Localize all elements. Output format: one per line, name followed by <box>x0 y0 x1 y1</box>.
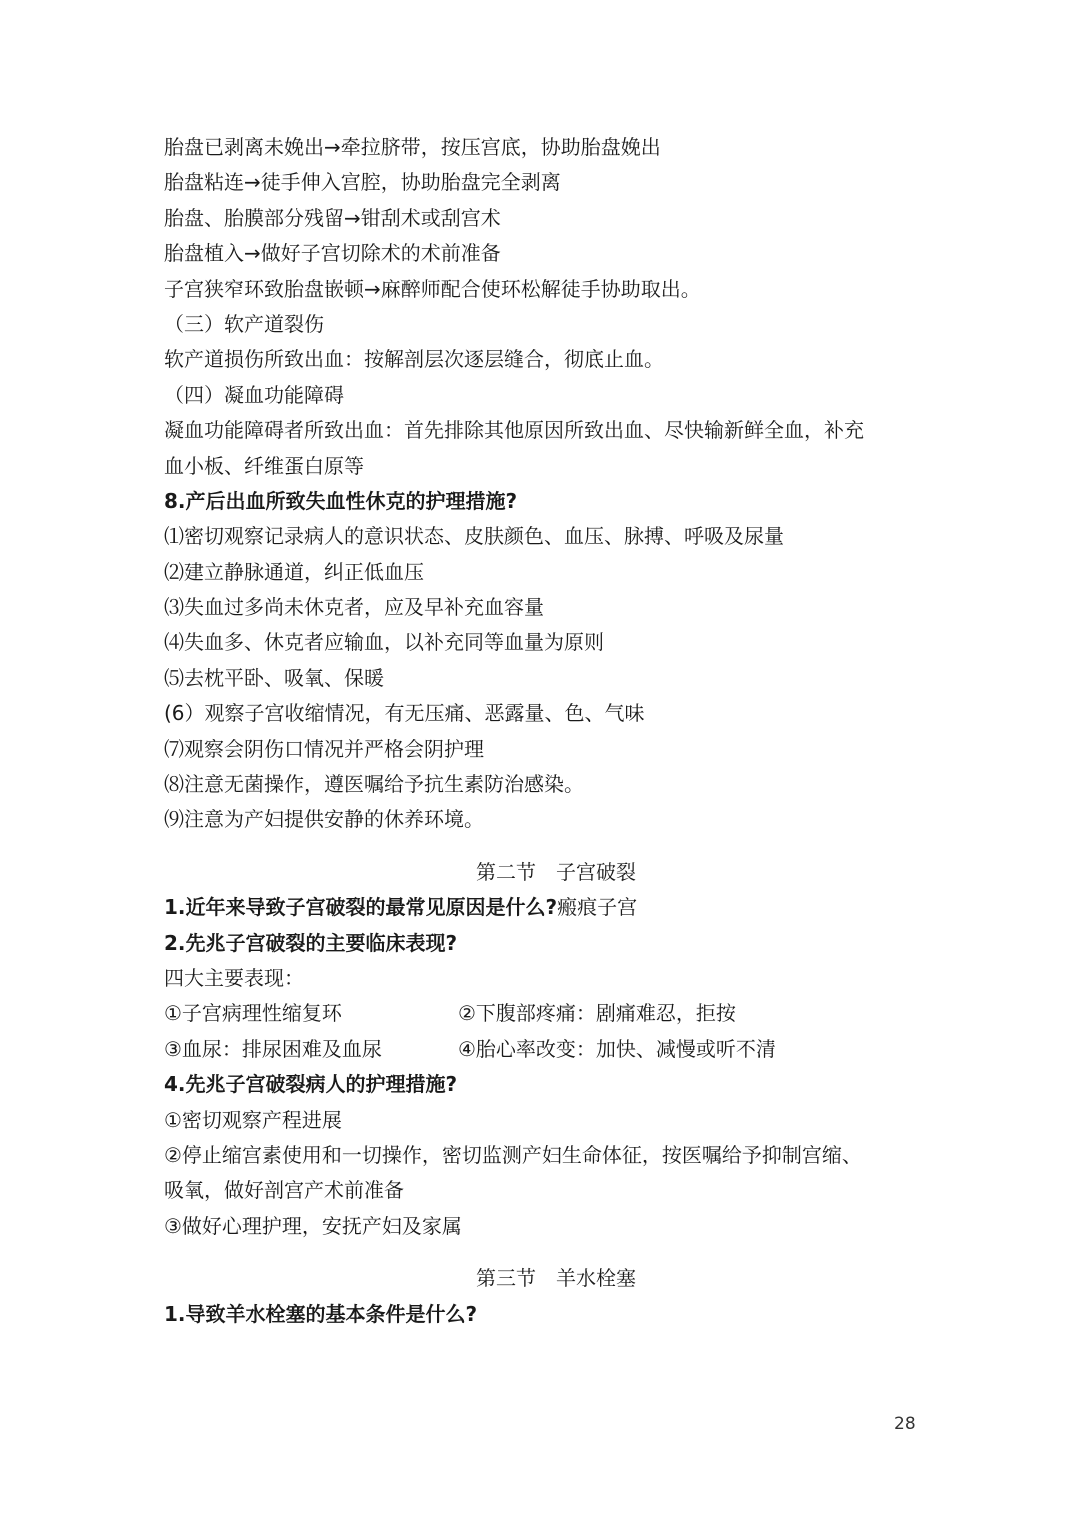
list-item: ⑼注意为产妇提供安静的休养环境。 <box>164 807 484 832</box>
question-line <box>164 890 924 925</box>
list-item: ⑺观察会阴伤口情况并严格会阴护理 <box>164 736 484 761</box>
list-item: ⑴密切观察记录病人的意识状态、皮肤颜色、血压、脉搏、呼吸及尿量 <box>164 524 784 549</box>
text-line: 胎盘、胎膜部分残留→钳刮术或刮宫术 <box>164 205 501 230</box>
question-heading: 1.导致羊水栓塞的基本条件是什么? <box>164 1301 478 1326</box>
subsection-heading: （四）凝血功能障碍 <box>164 382 344 407</box>
list-item: ⑵建立静脉通道，纠正低血压 <box>164 559 424 584</box>
text-line: 胎盘粘连→徒手伸入宫腔，协助胎盘完全剥离 <box>164 170 561 195</box>
section-gap <box>164 1244 924 1261</box>
list-item: (6）观察子宫收缩情况，有无压痛、恶露量、色、气味 <box>164 701 645 726</box>
page-number: 28 <box>894 1414 916 1434</box>
symptom-row <box>164 1032 924 1067</box>
list-item: ②停止缩宫素使用和一切操作，密切监测产妇生命体征，按医嘱给予抑制宫缩、 <box>164 1142 862 1167</box>
subsection-heading: （三）软产道裂伤 <box>164 311 324 336</box>
symptom-item: ①子宫病理性缩复环 <box>164 1001 342 1026</box>
text-line: 软产道损伤所致出血：按解剖层次逐层缝合，彻底止血。 <box>164 347 664 372</box>
question-text: 1.近年来导致子宫破裂的最常见原因是什么? <box>164 895 558 920</box>
symptom-item: ②下腹部疼痛：剧痛难忍，拒按 <box>458 1001 736 1026</box>
section-heading: 第二节 子宫破裂 <box>476 859 636 884</box>
text-line: 胎盘已剥离未娩出→牵拉脐带，按压宫底，协助胎盘娩出 <box>164 135 661 159</box>
section-gap <box>164 838 924 855</box>
list-item: 吸氧，做好剖宫产术前准备 <box>164 1178 404 1203</box>
list-item: ⑸去枕平卧、吸氧、保暖 <box>164 665 384 690</box>
question-heading: 4.先兆子宫破裂病人的护理措施? <box>164 1072 458 1097</box>
list-item: ③做好心理护理，安抚产妇及家属 <box>164 1213 462 1238</box>
text-line: 血小板、纤维蛋白原等 <box>164 453 364 478</box>
list-item: ①密切观察产程进展 <box>164 1107 342 1132</box>
question-heading: 8.产后出血所致失血性休克的护理措施? <box>164 488 518 513</box>
text-line: 子宫狭窄环致胎盘嵌顿→麻醉师配合使环松解徒手协助取出。 <box>164 276 701 301</box>
text-line: 凝血功能障碍者所致出血：首先排除其他原因所致出血、尽快输新鲜全血，补充 <box>164 418 864 443</box>
question-heading: 2.先兆子宫破裂的主要临床表现? <box>164 930 458 955</box>
text-line: 胎盘植入→做好子宫切除术的术前准备 <box>164 241 501 266</box>
symptom-item: ③血尿：排尿困难及血尿 <box>164 1036 382 1061</box>
page-content <box>164 130 924 1332</box>
symptom-row <box>164 996 924 1031</box>
list-item: ⑶失血过多尚未休克者，应及早补充血容量 <box>164 595 544 620</box>
list-item: ⑷失血多、休克者应输血，以补充同等血量为原则 <box>164 630 604 655</box>
section-heading: 第三节 羊水栓塞 <box>476 1266 636 1291</box>
text-line: 四大主要表现： <box>164 965 304 990</box>
answer-text: 瘢痕子宫 <box>557 895 638 920</box>
symptom-item: ④胎心率改变：加快、减慢或听不清 <box>458 1036 776 1061</box>
list-item: ⑻注意无菌操作，遵医嘱给予抗生素防治感染。 <box>164 772 584 797</box>
